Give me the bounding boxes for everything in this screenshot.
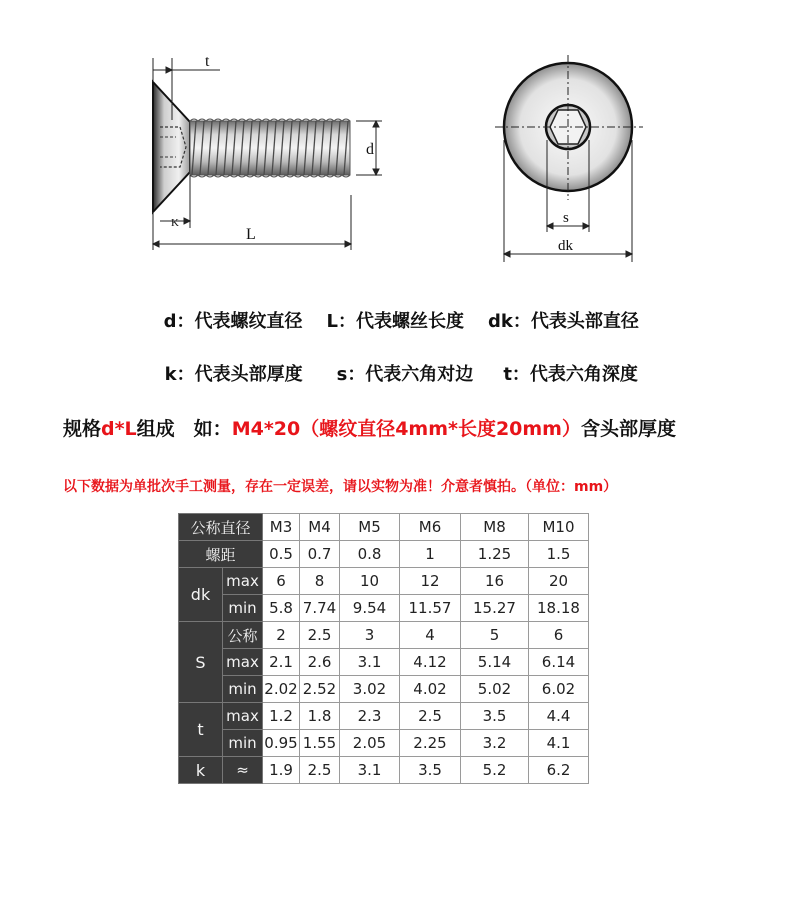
value-cell: 6.14 [529,649,589,676]
legend-row-2 [0,339,790,386]
dimension-table [178,513,589,784]
pitch-cell: 1.5 [529,541,589,568]
header-t: t [179,703,223,757]
value-cell: 3.2 [461,730,529,757]
value-cell: 2 [263,622,300,649]
value-cell: 9.54 [340,595,400,622]
size-cell: M6 [400,514,461,541]
value-cell: 7.74 [300,595,340,622]
legend-description: ：代表螺丝长度 [338,311,465,332]
legend-symbol: k [164,364,177,385]
legend-item-t [503,360,638,386]
table-row-header [179,514,589,541]
spec-middle: 组成 如： [136,418,232,440]
legend-item-l [327,307,464,333]
spec-formula: d*L [101,418,137,440]
value-cell: 3.5 [461,703,529,730]
value-cell: 1.9 [263,757,300,784]
table-row-s-max [179,649,589,676]
value-cell: 2.5 [300,757,340,784]
size-cell: M10 [529,514,589,541]
value-cell: 4.4 [529,703,589,730]
legend-description: ：代表螺纹直径 [176,311,303,332]
screw-side-view [153,82,350,212]
value-cell: 6.2 [529,757,589,784]
table-row-s-nominal [179,622,589,649]
spec-suffix: 含头部厚度 [580,418,676,440]
dim-label-dk: dk [558,238,573,254]
pitch-cell: 0.7 [300,541,340,568]
value-cell: 5 [461,622,529,649]
size-cell: M4 [300,514,340,541]
legend-item-k [165,360,303,386]
value-cell: 3.5 [400,757,461,784]
value-cell: 4.02 [400,676,461,703]
pitch-cell: 1.25 [461,541,529,568]
value-cell: 6 [263,568,300,595]
pitch-cell: 1 [400,541,461,568]
table-row-pitch [179,541,589,568]
value-cell: 2.5 [400,703,461,730]
value-cell: 0.95 [263,730,300,757]
value-cell: 6.02 [529,676,589,703]
legend-description: ：代表头部厚度 [176,364,303,385]
value-cell: 2.52 [300,676,340,703]
value-cell: 16 [461,568,529,595]
value-cell: 1.2 [263,703,300,730]
legend-symbol: dk [488,311,513,332]
value-cell: 4.12 [400,649,461,676]
value-cell: 3.02 [340,676,400,703]
header-min: min [223,595,263,622]
size-cell: M5 [340,514,400,541]
size-cell: M8 [461,514,529,541]
value-cell: 3.1 [340,649,400,676]
size-cell: M3 [263,514,300,541]
spec-prefix: 规格 [63,418,102,440]
header-nominal: 公称 [223,622,263,649]
legend-item-d [164,307,303,333]
legend-symbol: L [326,311,339,332]
value-cell: 2.6 [300,649,340,676]
dim-label-t: t [205,53,210,70]
pitch-cell: 0.8 [340,541,400,568]
value-cell: 2.5 [300,622,340,649]
value-cell: 2.05 [340,730,400,757]
legend-description: ：代表六角深度 [511,364,638,385]
value-cell: 20 [529,568,589,595]
value-cell: 12 [400,568,461,595]
value-cell: 3.1 [340,757,400,784]
value-cell: 2.02 [263,676,300,703]
header-min: min [223,730,263,757]
table-row-dk-max [179,568,589,595]
legend-symbol: d [163,311,177,332]
dim-label-k: K [171,217,179,229]
value-cell: 2.25 [400,730,461,757]
header-k: k [179,757,223,784]
value-cell: 18.18 [529,595,589,622]
table-row-s-min [179,676,589,703]
legend-symbol: s [336,364,348,385]
header-max: max [223,649,263,676]
header-pitch: 螺距 [179,541,263,568]
value-cell: 5.8 [263,595,300,622]
value-cell: 1.8 [300,703,340,730]
table-row-t-min [179,730,589,757]
value-cell: 5.02 [461,676,529,703]
table-row-k [179,757,589,784]
measurement-notice: 以下数据为单批次手工测量，存在一定误差，请以实物为准！介意者慎拍。（单位：mm） [63,479,618,495]
header-nominal-diameter: 公称直径 [179,514,263,541]
legend-item-s [337,360,474,386]
dim-label-s: s [563,210,569,226]
pitch-cell: 0.5 [263,541,300,568]
value-cell: 5.2 [461,757,529,784]
dim-label-d: d [366,141,374,158]
legend-symbol: t [503,364,512,385]
header-max: max [223,703,263,730]
header-max: max [223,568,263,595]
legend-description: ：代表六角对边 [347,364,474,385]
value-cell: 2.3 [340,703,400,730]
table-row-t-max [179,703,589,730]
value-cell: 6 [529,622,589,649]
value-cell: 3 [340,622,400,649]
legend-description: ：代表头部直径 [512,311,639,332]
spec-example: M4*20（螺纹直径4mm*长度20mm） [231,418,581,440]
header-approx: ≈ [223,757,263,784]
dim-label-l: L [246,226,256,243]
legend-row-1 [0,286,790,333]
value-cell: 10 [340,568,400,595]
value-cell: 1.55 [300,730,340,757]
screw-top-view [495,55,643,200]
value-cell: 8 [300,568,340,595]
screw-technical-drawing [0,0,790,270]
value-cell: 2.1 [263,649,300,676]
header-s: S [179,622,223,703]
header-dk: dk [179,568,223,622]
spec-format-line [63,414,676,441]
value-cell: 11.57 [400,595,461,622]
value-cell: 15.27 [461,595,529,622]
value-cell: 5.14 [461,649,529,676]
value-cell: 4 [400,622,461,649]
legend-item-dk [488,307,639,333]
value-cell: 4.1 [529,730,589,757]
table-row-dk-min [179,595,589,622]
header-min: min [223,676,263,703]
